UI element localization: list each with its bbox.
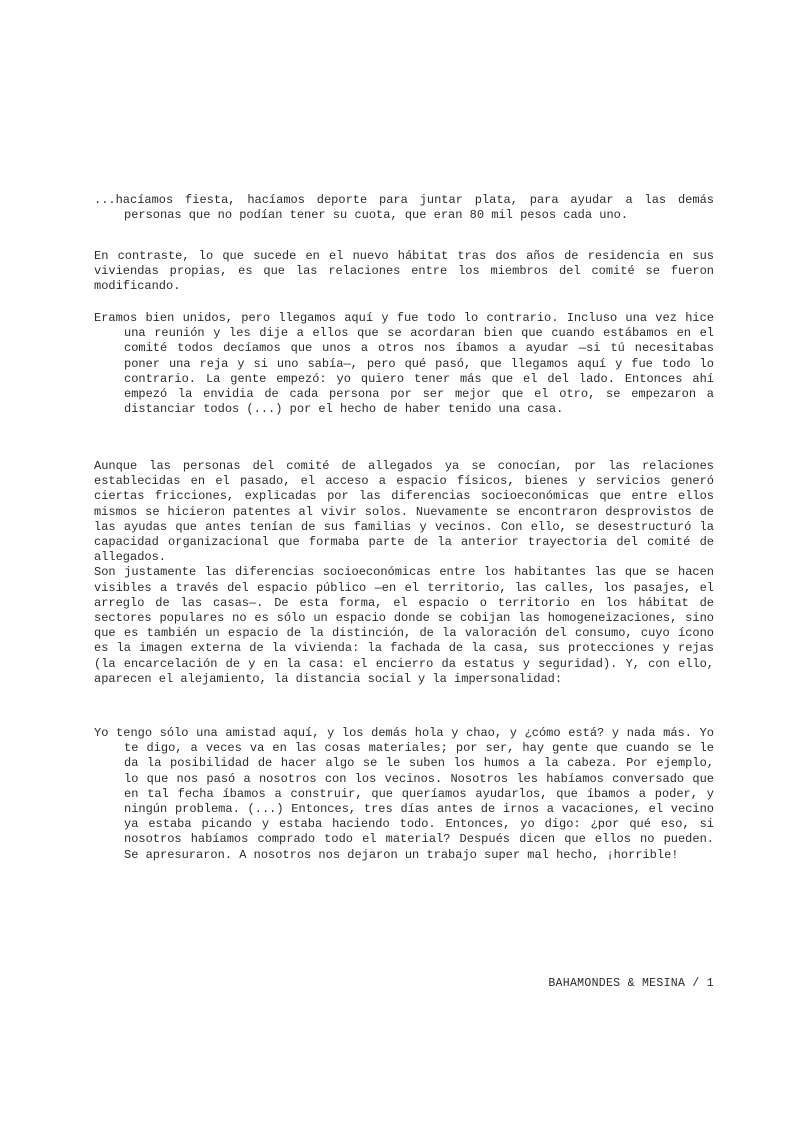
block-quote-amistad: Yo tengo sólo una amistad aquí, y los demás hola y chao, y ¿cómo está? y nada más. Yo te digo, a veces va en las cosas materiales; por ser, hay gente que cuando se le da la posibilidad de hacer algo se le suben los humos a la cabeza. Por ejemplo, lo que nos pasó a nosotros con los vecinos. Nosotros les habíamos conversado que en tal fecha íbamos a construir, que queríamos ayudarlos, que íbamos a poder, y ningún problema. (...) Entonces, tres días antes de irnos a vacaciones, el vecino ya estaba picando y estaba haciendo todo. Entonces, yo digo: ¿por qué eso, si nosotros habíamos comprado todo el material? Después dicen que ellos no pueden. Se apresuraron. A nosotros nos dejaron un trabajo super mal hecho, ¡horrible! bbox=[94, 726, 714, 862]
paragraph-group bbox=[94, 459, 714, 687]
paragraph-contraste: En contraste, lo que sucede en el nuevo hábitat tras dos años de residencia en sus viviendas propias, es que las relaciones entre los miembros del comité se fueron modificando. bbox=[94, 249, 714, 294]
page-footer: BAHAMONDES & MESINA / 1 bbox=[548, 977, 714, 990]
paragraph-comite-allegados: Aunque las personas del comité de allegados ya se conocían, por las relaciones establecidas en el pasado, el acceso a espacio físicos, bienes y servicios generó ciertas fricciones, explicadas por las diferencias socioeconómicas que entre ellos mismos se hicieron patentes al vivir solos. Nuevamente se encontraron desprovistos de las ayudas que antes tenían de sus familias y vecinos. Con ello, se desestructuró la capacidad organizacional que formaba parte de la anterior trayectoria del comité de allegados. bbox=[94, 459, 714, 565]
block-quote-fiesta: ...hacíamos fiesta, hacíamos deporte para juntar plata, para ayudar a las demás personas que no podían tener su cuota, que eran 80 mil pesos cada uno. bbox=[94, 193, 714, 223]
block-quote-unidos: Eramos bien unidos, pero llegamos aquí y fue todo lo contrario. Incluso una vez hice una reunión y les dije a ellos que se acordaran bien que cuando estábamos en el comité todos decíamos que unos a otros nos íbamos a ayudar —si tú necesitabas poner una reja y si uno sabía—, pero qué pasó, que llegamos aquí y fue todo lo contrario. La gente empezó: yo quiero tener más que el del lado. Entonces ahí empezó la envidia de cada persona por ser mejor que el otro, se empezaron a distanciar todos (...) por el hecho de haber tenido una casa. bbox=[94, 311, 714, 417]
document-page bbox=[94, 0, 714, 1132]
paragraph-diferencias-socioeconomicas: Son justamente las diferencias socioeconómicas entre los habitantes las que se hacen visibles a través del espacio público —en el territorio, las calles, los pasajes, el arreglo de las casas—. De esta forma, el espacio o territorio en los hábitat de sectores populares no es sólo un espacio donde se cobijan las homogeneizaciones, sino que es también un espacio de la distinción, de la valoración del consumo, cuyo ícono es la imagen externa de la vivienda: la fachada de la casa, sus protecciones y rejas (la encarcelación de y en la casa: el encierro da estatus y seguridad). Y, con ello, aparecen el alejamiento, la distancia social y la impersonalidad: bbox=[94, 565, 714, 686]
